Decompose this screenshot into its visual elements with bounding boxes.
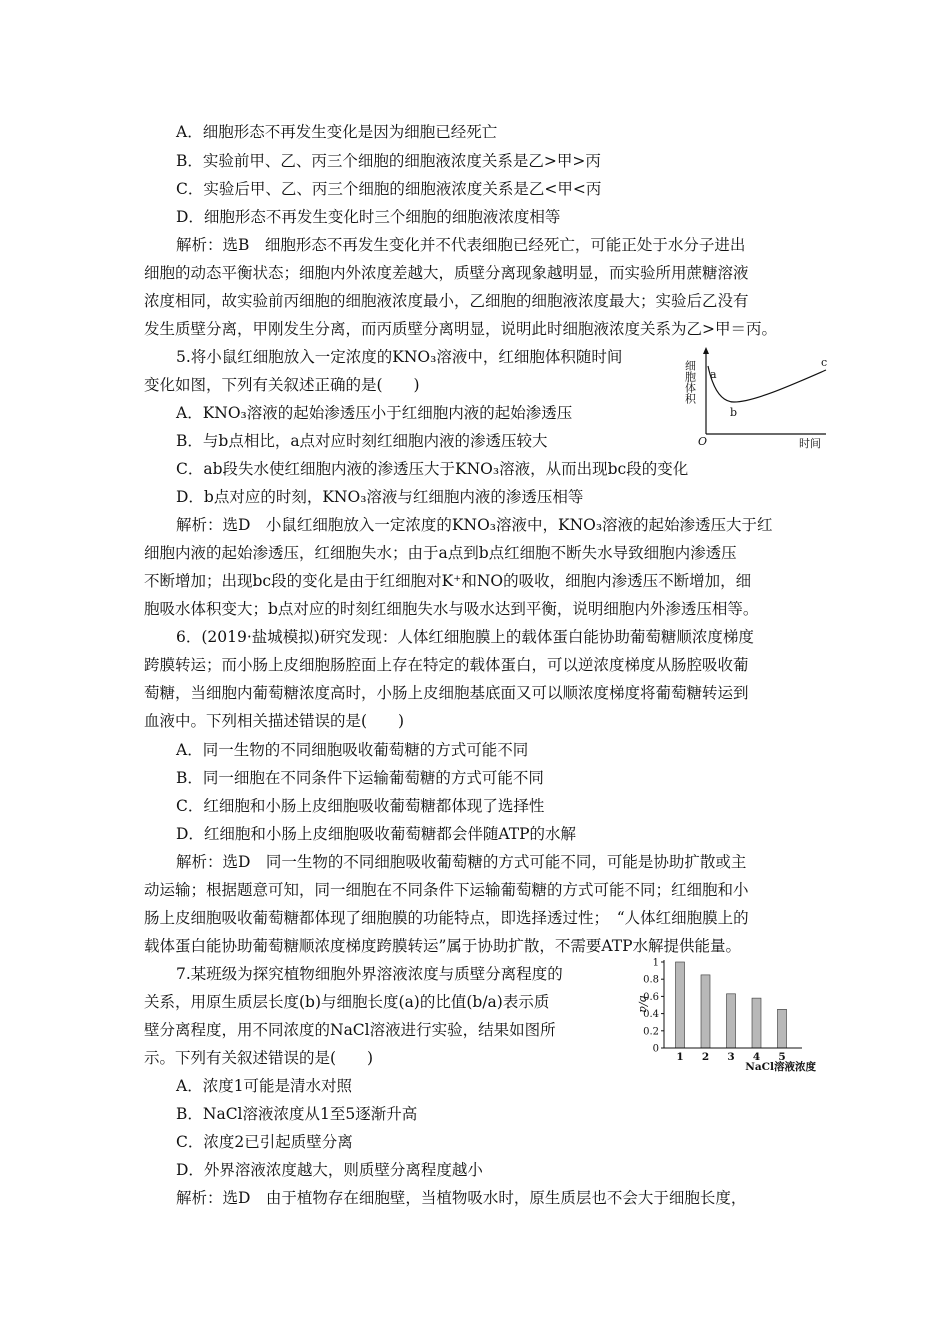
- nacl-bar-chart: [630, 952, 820, 1072]
- bar-1: [676, 962, 685, 1048]
- y-tick-label: 0: [652, 1043, 659, 1055]
- q6-analysis-line: 解析：选D 同一生物的不同细胞吸收葡萄糖的方式可能不同，可能是协助扩散或主: [176, 853, 747, 871]
- graph-xlabel: 时间: [799, 437, 821, 450]
- y-tick-label: 1: [652, 957, 659, 969]
- graph-point-b: b: [730, 406, 738, 419]
- q5-stem-line: 5.将小鼠红细胞放入一定浓度的KNO₃溶液中，红细胞体积随时间: [176, 348, 623, 366]
- x-tick-label: 2: [701, 1051, 710, 1063]
- q5-analysis-line: 细胞内液的起始渗透压，红细胞失水；由于a点到b点红细胞不断失水导致细胞内渗透压: [144, 544, 737, 562]
- nacl-bar-chart-svg: [630, 952, 820, 1072]
- q5-analysis-line: 解析：选D 小鼠红细胞放入一定浓度的KNO₃溶液中，KNO₃溶液的起始渗透压大于红: [176, 516, 773, 534]
- chart-ylabel: b/a: [637, 995, 650, 1013]
- cell-volume-graph: [684, 344, 836, 452]
- bar-5: [778, 1009, 787, 1048]
- y-tick-label: 0.6: [643, 991, 659, 1003]
- q5-option-d: D．b点对应的时刻，KNO₃溶液与红细胞内液的渗透压相等: [176, 488, 584, 506]
- q6-stem-line: 跨膜转运；而小肠上皮细胞肠腔面上存在特定的载体蛋白，可以逆浓度梯度从肠腔吸收葡: [144, 656, 749, 674]
- q6-option-d: D．红细胞和小肠上皮细胞吸收葡萄糖都会伴随ATP的水解: [176, 825, 577, 843]
- q7-stem-line: 关系，用原生质层长度(b)与细胞长度(a)的比值(b/a)表示质: [144, 993, 550, 1011]
- y-tick-label: 0.8: [643, 974, 659, 986]
- q5-option-a: A．KNO₃溶液的起始渗透压小于红细胞内液的起始渗透压: [176, 404, 573, 422]
- q5-stem-line: 变化如图，下列有关叙述正确的是( ): [144, 376, 420, 394]
- q7-option-c: C．浓度2已引起质壁分离: [176, 1133, 353, 1151]
- q4-analysis-line: 细胞的动态平衡状态；细胞内外浓度差越大，质壁分离现象越明显，而实验所用蔗糖溶液: [144, 264, 749, 282]
- q6-option-c: C．红细胞和小肠上皮细胞吸收葡萄糖都体现了选择性: [176, 797, 545, 815]
- q4-option-b: B．实验前甲、乙、丙三个细胞的细胞液浓度关系是乙>甲>丙: [176, 152, 601, 170]
- graph-origin: O: [698, 435, 708, 448]
- graph-point-c: c: [821, 356, 828, 369]
- bar-4: [752, 998, 761, 1048]
- q4-analysis-line: 浓度相同，故实验前丙细胞的细胞液浓度最小，乙细胞的细胞液浓度最大；实验后乙没有: [144, 292, 749, 310]
- q5-analysis-line: 不断增加；出现bc段的变化是由于红细胞对K⁺和NO的吸收，细胞内渗透压不断增加，细: [144, 572, 752, 590]
- graph-ylabel: 细胞体积: [684, 360, 697, 404]
- x-tick-label: 1: [676, 1051, 684, 1063]
- q4-option-d: D．细胞形态不再发生变化时三个细胞的细胞液浓度相等: [176, 208, 561, 226]
- q7-stem-line: 壁分离程度，用不同浓度的NaCl溶液进行实验，结果如图所: [144, 1021, 556, 1039]
- x-tick-label: 5: [778, 1051, 786, 1063]
- q5-option-b: B．与b点相比，a点对应时刻红细胞内液的渗透压较大: [176, 432, 548, 450]
- q7-option-a: A．浓度1可能是清水对照: [176, 1077, 353, 1095]
- bar-2: [701, 975, 710, 1048]
- chart-xlabel: NaCl溶液浓度: [745, 1061, 816, 1072]
- y-axis-arrow-icon: [703, 347, 709, 354]
- q6-stem-line: 血液中。下列相关描述错误的是( ): [144, 712, 405, 730]
- q7-option-d: D．外界溶液浓度越大，则质壁分离程度越小: [176, 1161, 483, 1179]
- q6-option-b: B．同一细胞在不同条件下运输葡萄糖的方式可能不同: [176, 769, 544, 787]
- q4-analysis-line: 发生质壁分离，甲刚发生分离，而丙质壁分离明显，说明此时细胞液浓度关系为乙>甲＝丙。: [144, 320, 777, 338]
- q6-analysis-line: 肠上皮细胞吸收葡萄糖都体现了细胞膜的功能特点，即选择透过性； “人体红细胞膜上的: [144, 909, 749, 927]
- graph-point-a: a: [710, 368, 717, 381]
- x-tick-label: 3: [727, 1051, 735, 1063]
- q7-option-b: B．NaCl溶液浓度从1至5逐渐升高: [176, 1105, 418, 1123]
- q7-stem-line: 7.某班级为探究植物细胞外界溶液浓度与质壁分离程度的: [176, 965, 563, 983]
- y-tick-label: 0.2: [643, 1026, 659, 1038]
- bar-3: [727, 994, 736, 1048]
- q6-stem-line: 萄糖，当细胞内葡萄糖浓度高时，小肠上皮细胞基底面又可以顺浓度梯度将葡萄糖转运到: [144, 684, 749, 702]
- q6-analysis-line: 动运输；根据题意可知，同一细胞在不同条件下运输葡萄糖的方式可能不同；红细胞和小: [144, 881, 749, 899]
- q4-option-a: A．细胞形态不再发生变化是因为细胞已经死亡: [176, 123, 498, 141]
- x-tick-label: 4: [752, 1051, 761, 1063]
- volume-curve: [708, 366, 826, 402]
- y-tick-label: 0.4: [643, 1009, 659, 1021]
- q6-option-a: A．同一生物的不同细胞吸收葡萄糖的方式可能不同: [176, 741, 529, 759]
- q7-analysis-line: 解析：选D 由于植物存在细胞壁，当植物吸水时，原生质层也不会大于细胞长度，: [176, 1189, 747, 1207]
- q5-analysis-line: 胞吸水体积变大；b点对应的时刻红细胞失水与吸水达到平衡，说明细胞内外渗透压相等。: [144, 600, 759, 618]
- q6-stem-line: 6．(2019·盐城模拟)研究发现：人体红细胞膜上的载体蛋白能协助葡萄糖顺浓度梯度: [176, 628, 754, 646]
- q6-analysis-line: 载体蛋白能协助葡萄糖顺浓度梯度跨膜转运”属于协助扩散，不需要ATP水解提供能量。: [144, 937, 742, 955]
- q7-stem-line: 示。下列有关叙述错误的是( ): [144, 1049, 374, 1067]
- q4-option-c: C．实验后甲、乙、丙三个细胞的细胞液浓度关系是乙<甲<丙: [176, 180, 602, 198]
- q5-option-c: C．ab段失水使红细胞内液的渗透压大于KNO₃溶液，从而出现bc段的变化: [176, 460, 689, 478]
- q4-analysis-line: 解析：选B 细胞形态不再发生变化并不代表细胞已经死亡，可能正处于水分子进出: [176, 236, 746, 254]
